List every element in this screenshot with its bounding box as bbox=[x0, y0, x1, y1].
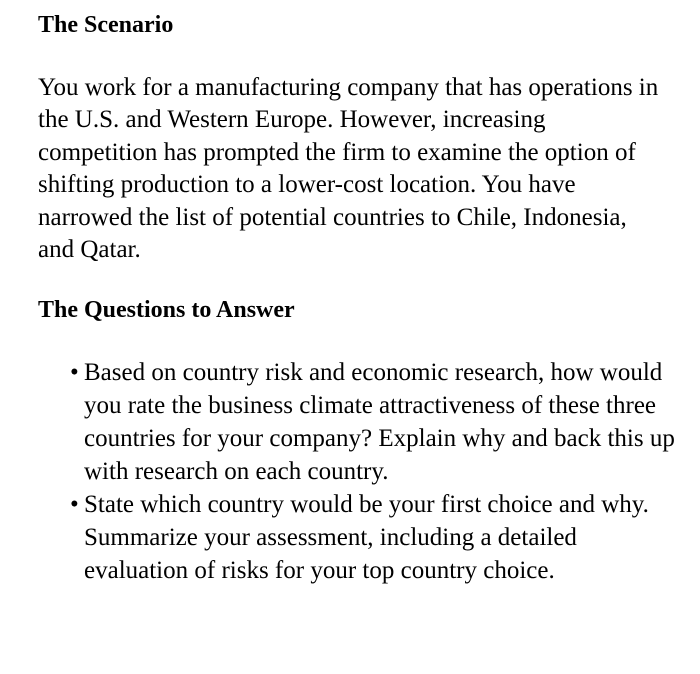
bullet-icon: • bbox=[70, 359, 79, 386]
bullet-icon: • bbox=[70, 491, 79, 518]
list-item bbox=[60, 488, 680, 587]
question-text: Based on country risk and economic research, how would you rate the business climate attractiveness of these three countries for your company? Explain why and back this up with research on each country. bbox=[84, 359, 675, 485]
list-item bbox=[60, 356, 680, 488]
scenario-heading: The Scenario bbox=[38, 12, 174, 38]
questions-list bbox=[60, 356, 680, 587]
questions-heading: The Questions to Answer bbox=[38, 297, 295, 323]
question-text: State which country would be your first choice and why. Summarize your assessment, including a detailed evaluation of risks for your top country choice. bbox=[84, 491, 649, 584]
scenario-paragraph: You work for a manufacturing company that has operations in the U.S. and Western Europe. However, increasing competition has prompted the firm to examine the option of shifting production to a lower-cost location. You have narrowed the list of potential countries to Chile, Indonesia, and Qatar. bbox=[38, 74, 659, 264]
